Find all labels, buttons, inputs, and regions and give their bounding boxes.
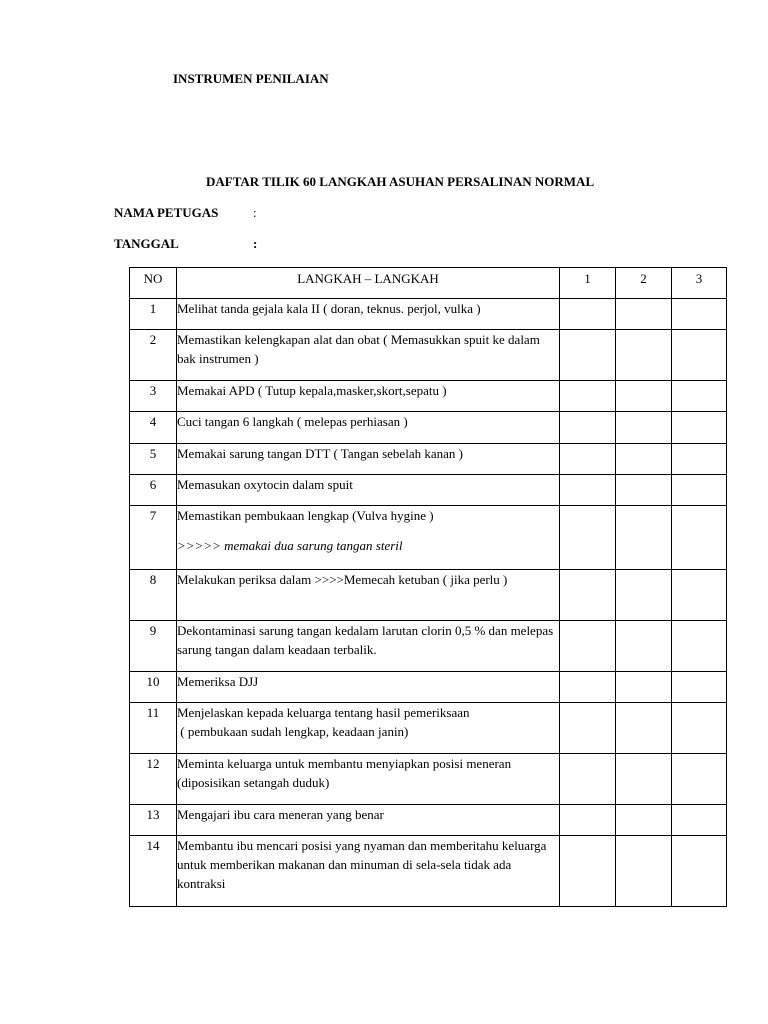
date-colon: :: [253, 236, 258, 251]
score-cell-3[interactable]: [672, 570, 727, 621]
step-text: Melakukan periksa dalam >>>>Memecah ketuban ( jika perlu ): [177, 570, 560, 621]
score-cell-3[interactable]: [672, 381, 727, 412]
row-number: 13: [130, 805, 177, 836]
row-number: 7: [130, 506, 177, 570]
step-text: Memeriksa DJJ: [177, 672, 560, 703]
checklist-table: [129, 267, 727, 907]
score-cell-1[interactable]: [560, 703, 616, 754]
score-cell-2[interactable]: [616, 299, 672, 330]
row-number: 2: [130, 330, 177, 381]
score-cell-2[interactable]: [616, 805, 672, 836]
table-row: [130, 475, 727, 506]
officer-name-colon: :: [253, 205, 257, 220]
table-row: [130, 570, 727, 621]
score-cell-2[interactable]: [616, 836, 672, 907]
step-text: Memasukan oxytocin dalam spuit: [177, 475, 560, 506]
table-row: [130, 330, 727, 381]
step-text: Membantu ibu mencari posisi yang nyaman dan memberitahu keluarga untuk memberikan makanan dan minuman di sela-sela tidak ada kontraksi: [177, 836, 560, 907]
step-text: Mengajari ibu cara meneran yang benar: [177, 805, 560, 836]
table-row: [130, 381, 727, 412]
score-cell-3[interactable]: [672, 299, 727, 330]
score-cell-3[interactable]: [672, 444, 727, 475]
score-cell-1[interactable]: [560, 672, 616, 703]
table-row: [130, 836, 727, 907]
header-score-1: 1: [560, 268, 616, 299]
score-cell-1[interactable]: [560, 381, 616, 412]
score-cell-3[interactable]: [672, 836, 727, 907]
table-row: [130, 672, 727, 703]
step-text: Memastikan kelengkapan alat dan obat ( Memasukkan spuit ke dalam bak instrumen ): [177, 330, 560, 381]
row-number: 8: [130, 570, 177, 621]
row-number: 1: [130, 299, 177, 330]
score-cell-3[interactable]: [672, 506, 727, 570]
score-cell-1[interactable]: [560, 330, 616, 381]
step-cell: [177, 506, 560, 570]
score-cell-3[interactable]: [672, 412, 727, 444]
step-text: Memakai sarung tangan DTT ( Tangan sebelah kanan ): [177, 444, 560, 475]
score-cell-2[interactable]: [616, 754, 672, 805]
score-cell-1[interactable]: [560, 754, 616, 805]
score-cell-1[interactable]: [560, 299, 616, 330]
step-text: Meminta keluarga untuk membantu menyiapkan posisi meneran (diposisikan setangah duduk): [177, 754, 560, 805]
row-number: 9: [130, 621, 177, 672]
table-row: [130, 506, 727, 570]
score-cell-2[interactable]: [616, 672, 672, 703]
step-text: Memakai APD ( Tutup kepala,masker,skort,sepatu ): [177, 381, 560, 412]
row-number: 6: [130, 475, 177, 506]
row-number: 14: [130, 836, 177, 907]
step-subtext: >>>>> memakai dua sarung tangan steril: [177, 538, 403, 553]
table-row: [130, 412, 727, 444]
table-row: [130, 805, 727, 836]
step-text: Melihat tanda gejala kala II ( doran, teknus. perjol, vulka ): [177, 299, 560, 330]
officer-name-label: NAMA PETUGAS: [114, 205, 219, 220]
score-cell-3[interactable]: [672, 703, 727, 754]
header-steps: LANGKAH – LANGKAH: [177, 268, 560, 299]
step-text-continued: ( pembukaan sudah lengkap, keadaan janin): [177, 724, 409, 739]
row-number: 4: [130, 412, 177, 444]
score-cell-1[interactable]: [560, 412, 616, 444]
header-score-2: 2: [616, 268, 672, 299]
header-score-3: 3: [672, 268, 727, 299]
score-cell-3[interactable]: [672, 475, 727, 506]
table-row: [130, 754, 727, 805]
score-cell-2[interactable]: [616, 381, 672, 412]
table-row: [130, 621, 727, 672]
score-cell-1[interactable]: [560, 621, 616, 672]
row-number: 11: [130, 703, 177, 754]
step-cell: [177, 703, 560, 754]
score-cell-2[interactable]: [616, 444, 672, 475]
row-number: 12: [130, 754, 177, 805]
score-cell-1[interactable]: [560, 570, 616, 621]
row-number: 3: [130, 381, 177, 412]
row-number: 5: [130, 444, 177, 475]
score-cell-1[interactable]: [560, 444, 616, 475]
score-cell-1[interactable]: [560, 805, 616, 836]
document-title: DAFTAR TILIK 60 LANGKAH ASUHAN PERSALINAN NORMAL: [206, 174, 595, 189]
score-cell-1[interactable]: [560, 475, 616, 506]
row-number: 10: [130, 672, 177, 703]
score-cell-2[interactable]: [616, 475, 672, 506]
score-cell-2[interactable]: [616, 703, 672, 754]
date-label: TANGGAL: [114, 236, 179, 251]
score-cell-3[interactable]: [672, 672, 727, 703]
step-text: Cuci tangan 6 langkah ( melepas perhiasan ): [177, 412, 560, 444]
instrument-title: INSTRUMEN PENILAIAN: [173, 71, 329, 86]
score-cell-3[interactable]: [672, 330, 727, 381]
score-cell-2[interactable]: [616, 506, 672, 570]
step-text: Menjelaskan kepada keluarga tentang hasil pemeriksaan: [177, 705, 470, 720]
score-cell-2[interactable]: [616, 570, 672, 621]
score-cell-2[interactable]: [616, 621, 672, 672]
score-cell-3[interactable]: [672, 754, 727, 805]
step-text: Memastikan pembukaan lengkap (Vulva hygine ): [177, 508, 434, 523]
table-row: [130, 703, 727, 754]
score-cell-3[interactable]: [672, 621, 727, 672]
score-cell-1[interactable]: [560, 836, 616, 907]
header-no: NO: [130, 268, 177, 299]
table-header-row: [130, 268, 727, 299]
score-cell-1[interactable]: [560, 506, 616, 570]
score-cell-2[interactable]: [616, 412, 672, 444]
table-row: [130, 299, 727, 330]
table-row: [130, 444, 727, 475]
score-cell-3[interactable]: [672, 805, 727, 836]
step-text: Dekontaminasi sarung tangan kedalam larutan clorin 0,5 % dan melepas sarung tangan dalam keadaan terbalik.: [177, 621, 560, 672]
score-cell-2[interactable]: [616, 330, 672, 381]
